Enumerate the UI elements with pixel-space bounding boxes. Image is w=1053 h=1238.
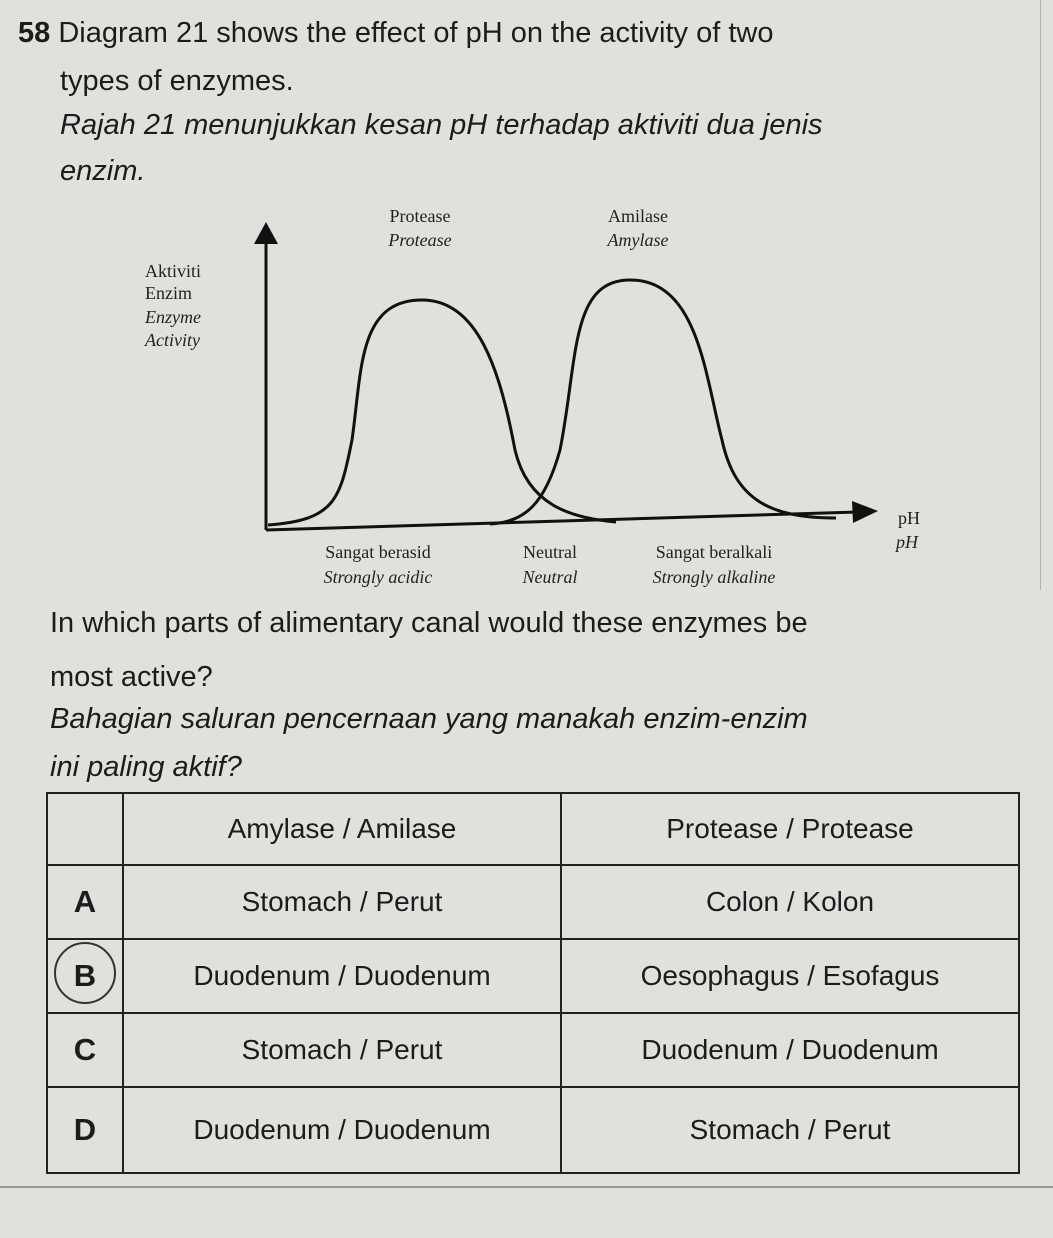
option-a-amylase: Stomach / Perut: [123, 865, 561, 939]
question-stem-en-2: types of enzymes.: [60, 65, 294, 97]
option-d-amylase: Duodenum / Duodenum: [123, 1087, 561, 1173]
option-b-amylase: Duodenum / Duodenum: [123, 939, 561, 1013]
x-axis-arrow: [852, 501, 878, 523]
curve-label-amylase-ms: Amilase: [608, 206, 668, 226]
region-acid-en: Strongly acidic: [323, 567, 433, 587]
bottom-rule-line: [0, 1186, 1053, 1188]
protease-curve: [268, 300, 616, 525]
option-row-d[interactable]: [47, 1087, 1019, 1173]
prompt-en-2: most active?: [50, 661, 213, 693]
question-stem-en-1: Diagram 21 shows the effect of pH on the activity of two: [58, 17, 774, 49]
table-header-row: [47, 793, 1019, 865]
header-amylase: Amylase / Amilase: [123, 793, 561, 865]
option-letter-b: B: [73, 958, 97, 993]
region-neutral-ms: Neutral: [523, 542, 577, 562]
curve-label-protease-ms: Protease: [389, 206, 451, 226]
option-row-c[interactable]: [47, 1013, 1019, 1087]
answer-options-table: [46, 792, 1020, 1174]
y-axis-arrow: [254, 222, 278, 244]
amylase-curve: [490, 280, 836, 524]
y-label-ms-2: Enzim: [145, 283, 192, 303]
option-b-protease: Oesophagus / Esofagus: [561, 939, 1019, 1013]
option-letter-d[interactable]: D: [47, 1087, 123, 1173]
option-letter-b-cell[interactable]: [47, 939, 123, 1013]
header-protease: Protease / Protease: [561, 793, 1019, 865]
y-label-en-2: Activity: [145, 330, 200, 350]
header-blank-cell: [47, 793, 123, 865]
x-axis: [266, 512, 858, 530]
option-c-protease: Duodenum / Duodenum: [561, 1013, 1019, 1087]
option-row-b[interactable]: [47, 939, 1019, 1013]
region-alkali-ms: Sangat beralkali: [655, 542, 773, 562]
option-letter-a[interactable]: A: [47, 865, 123, 939]
curve-label-protease-en: Protease: [388, 230, 452, 250]
y-label-en-1: Enzyme: [145, 307, 201, 327]
region-neutral-en: Neutral: [522, 567, 578, 587]
enzyme-activity-diagram: [130, 200, 970, 595]
x-label-ms: pH: [898, 508, 920, 528]
question-stem-ms-1: Rajah 21 menunjukkan kesan pH terhadap aktiviti dua jenis: [60, 109, 823, 141]
region-alkali-en: Strongly alkaline: [652, 567, 776, 587]
option-d-protease: Stomach / Perut: [561, 1087, 1019, 1173]
option-row-a[interactable]: [47, 865, 1019, 939]
x-label-en: pH: [896, 532, 918, 552]
question-stem-line-1: [18, 16, 774, 50]
prompt-ms-1: Bahagian saluran pencernaan yang manakah enzim-enzim: [50, 703, 808, 735]
curve-label-amylase-en: Amylase: [607, 230, 669, 250]
y-label-ms-1: Aktiviti: [145, 261, 202, 281]
region-acid-ms: Sangat berasid: [325, 542, 431, 562]
selected-answer-circle: [54, 942, 116, 1004]
question-stem-ms-2: enzim.: [60, 155, 146, 187]
prompt-ms-2: ini paling aktif?: [50, 751, 242, 783]
option-letter-c[interactable]: C: [47, 1013, 123, 1087]
option-c-amylase: Stomach / Perut: [123, 1013, 561, 1087]
page-edge-line: [1040, 0, 1041, 590]
question-number: 58: [18, 17, 51, 49]
prompt-en-1: In which parts of alimentary canal would these enzymes be: [50, 607, 808, 639]
option-a-protease: Colon / Kolon: [561, 865, 1019, 939]
